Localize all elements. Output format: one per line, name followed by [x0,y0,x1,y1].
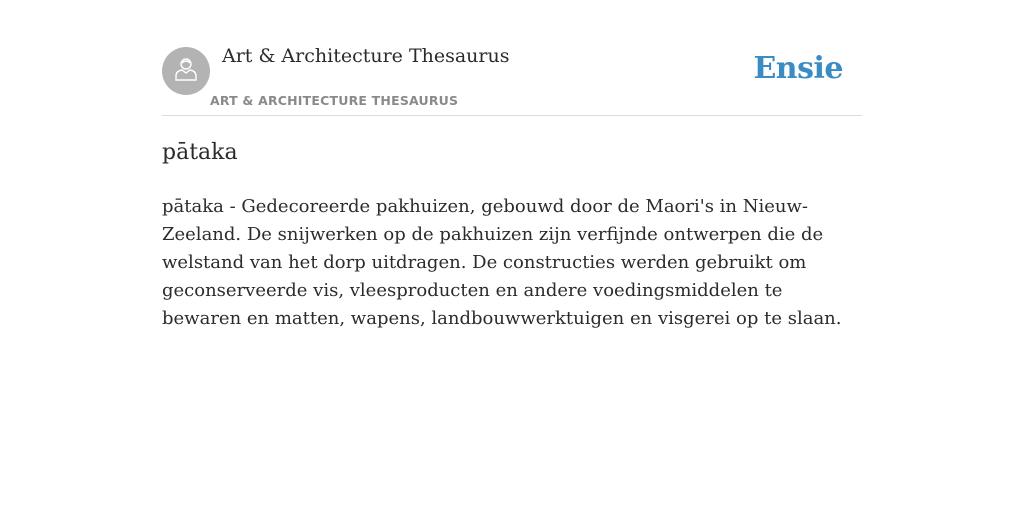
user-icon [171,54,201,88]
entry-definition: pātaka - Gedecoreerde pakhuizen, gebouwd door de Maori's in Nieuw-Zeeland. De snijwerken op de pakhuizen zijn verfijnde ontwerpen die de welstand van het dorp uitdragen. De constructies werden gebruikt om geconserveerde vis, vleesproducten en andere voedingsmiddelen te bewaren en matten, wapens, landbouwwerktuigen en visgerei op te slaan. [162,196,842,329]
avatar[interactable] [162,47,210,95]
brand-logo[interactable]: Ensie [753,51,843,86]
entry-term: pātaka [162,140,238,165]
author-name[interactable]: Art & Architecture Thesaurus [222,45,510,67]
page [162,0,862,329]
author-subtitle: ART & ARCHITECTURE THESAURUS [210,93,459,108]
header [162,0,862,116]
